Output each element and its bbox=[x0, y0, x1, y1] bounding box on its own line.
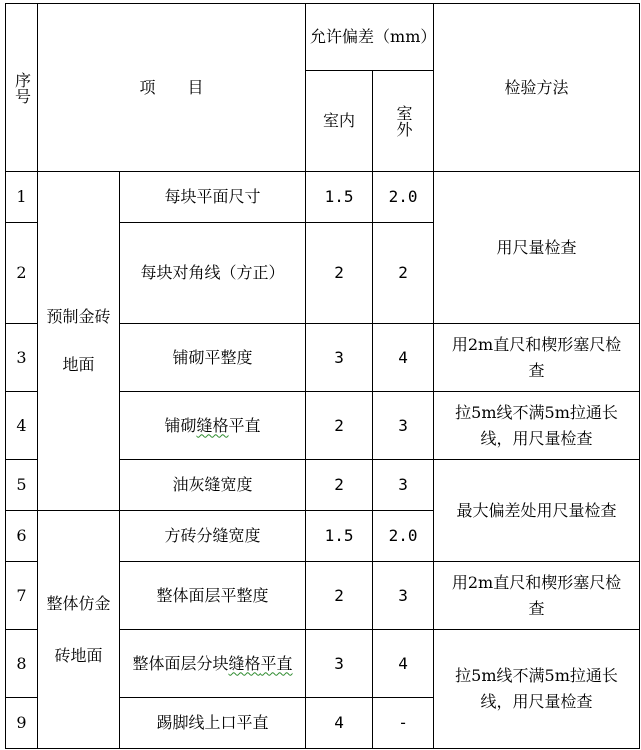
row-item: 整体面层平整度 bbox=[120, 562, 306, 630]
row-no: 6 bbox=[6, 511, 38, 562]
row-item-part: 平直 bbox=[228, 415, 261, 435]
group-label-integral: 整体仿金砖地面 bbox=[38, 511, 120, 749]
header-indoor: 室内 bbox=[306, 71, 373, 172]
row-item: 油灰缝宽度 bbox=[120, 460, 306, 511]
row-indoor: 3 bbox=[306, 630, 373, 698]
row-no: 9 bbox=[6, 698, 38, 749]
row-indoor: 2 bbox=[306, 562, 373, 630]
row-method: 用2m直尺和楔形塞尺检查 bbox=[434, 562, 640, 630]
row-method: 拉5m线不满5m拉通长线，用尺量检查 bbox=[434, 630, 640, 749]
row-item: 铺砌平整度 bbox=[120, 324, 306, 392]
row-indoor: 2 bbox=[306, 223, 373, 324]
row-outdoor: 3 bbox=[373, 460, 434, 511]
row-indoor: 1.5 bbox=[306, 511, 373, 562]
row-outdoor: - bbox=[373, 698, 434, 749]
row-no: 1 bbox=[6, 172, 38, 223]
row-outdoor: 2.0 bbox=[373, 172, 434, 223]
row-outdoor: 2 bbox=[373, 223, 434, 324]
row-indoor: 2 bbox=[306, 460, 373, 511]
row-method: 用2m直尺和楔形塞尺检查 bbox=[434, 324, 640, 392]
header-tolerance: 允许偏差（mm） bbox=[306, 4, 434, 71]
row-outdoor: 3 bbox=[373, 562, 434, 630]
row-method: 用尺量检查 bbox=[434, 172, 640, 324]
row-outdoor: 4 bbox=[373, 324, 434, 392]
row-method: 最大偏差处用尺量检查 bbox=[434, 460, 640, 562]
row-item: 每块平面尺寸 bbox=[120, 172, 306, 223]
row-outdoor: 3 bbox=[373, 392, 434, 460]
header-item: 项 目 bbox=[38, 4, 306, 172]
row-item-part-wavy: 缝格 bbox=[228, 653, 261, 673]
row-no: 2 bbox=[6, 223, 38, 324]
row-item-part: 整体面层分块 bbox=[132, 653, 229, 673]
row-item-part-wavy: 缝格 bbox=[196, 415, 229, 435]
table-row bbox=[6, 172, 640, 223]
row-no: 8 bbox=[6, 630, 38, 698]
header-outdoor: 室外 bbox=[373, 71, 434, 172]
row-no: 7 bbox=[6, 562, 38, 630]
header-method: 检验方法 bbox=[434, 4, 640, 172]
row-no: 5 bbox=[6, 460, 38, 511]
header-seq: 序号 bbox=[6, 4, 38, 172]
row-indoor: 2 bbox=[306, 392, 373, 460]
row-item: 方砖分缝宽度 bbox=[120, 511, 306, 562]
row-item: 踢脚线上口平直 bbox=[120, 698, 306, 749]
row-item-part: 铺砌 bbox=[164, 415, 197, 435]
row-no: 4 bbox=[6, 392, 38, 460]
row-indoor: 3 bbox=[306, 324, 373, 392]
row-item bbox=[120, 630, 306, 698]
row-item-part-wavy: 平直 bbox=[260, 653, 293, 673]
row-no: 3 bbox=[6, 324, 38, 392]
row-item: 每块对角线（方正） bbox=[120, 223, 306, 324]
tolerance-table bbox=[5, 3, 640, 749]
row-item bbox=[120, 392, 306, 460]
row-outdoor: 4 bbox=[373, 630, 434, 698]
group-label-prefab: 预制金砖地面 bbox=[38, 172, 120, 511]
row-method: 拉5m线不满5m拉通长线，用尺量检查 bbox=[434, 392, 640, 460]
row-indoor: 1.5 bbox=[306, 172, 373, 223]
row-indoor: 4 bbox=[306, 698, 373, 749]
row-outdoor: 2.0 bbox=[373, 511, 434, 562]
